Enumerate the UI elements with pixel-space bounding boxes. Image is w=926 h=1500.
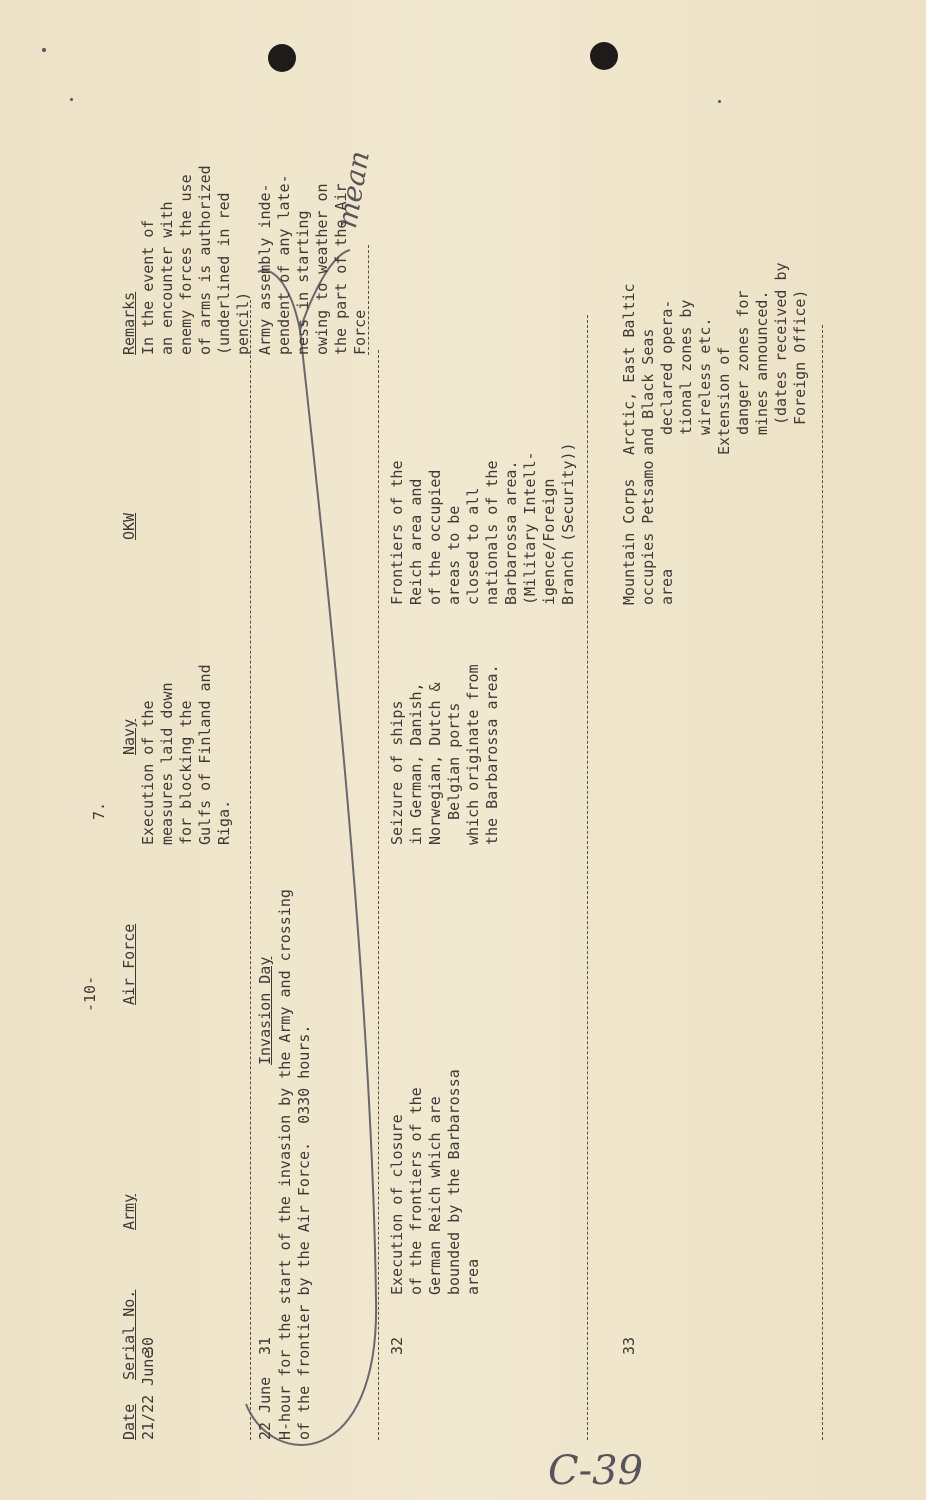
header-air-force: Air Force: [120, 923, 138, 1005]
entry-serial: 32: [388, 1336, 406, 1355]
remarks-divider: [368, 245, 369, 355]
remarks-line: ness in starting: [294, 210, 312, 355]
row-divider: [587, 315, 588, 1440]
remarks-line: (underlined in red: [215, 192, 233, 355]
remarks-line: enemy forces the use: [177, 174, 195, 355]
header-okw: OKW: [120, 512, 138, 540]
okw-line: closed to all: [464, 487, 482, 605]
okw-line: igence/Foreign: [540, 478, 558, 605]
remarks-line: Force: [351, 309, 369, 355]
row-divider: [250, 300, 251, 1440]
invasion-line: of the frontier by the Air Force. 0330 hours.: [295, 1024, 313, 1440]
remarks-line: Army assembly inde-: [256, 183, 274, 355]
okw-line: areas to be: [445, 505, 463, 605]
remarks-line: and Black Seas: [639, 328, 657, 455]
navy-line: in German, Danish,: [407, 682, 425, 845]
navy-line: for blocking the: [177, 700, 195, 845]
navy-line: Norwegian, Dutch &: [426, 682, 444, 845]
remarks-line: mines announced.: [753, 290, 771, 435]
okw-line: Branch (Security)): [559, 442, 577, 605]
navy-line: which originate from: [464, 664, 482, 845]
remarks-line: (dates received by: [772, 262, 790, 425]
okw-line: nationals of the: [483, 460, 501, 605]
entry-serial: 33: [620, 1336, 638, 1355]
navy-line: Riga.: [215, 799, 233, 845]
remarks-line: In the event of: [139, 219, 157, 355]
header-serial: Serial No.: [120, 1289, 138, 1380]
header-date: Date: [120, 1403, 138, 1440]
remarks-line: tional zones by: [677, 299, 695, 435]
remarks-line: the part of the Air: [332, 183, 350, 355]
invasion-line: H-hour for the start of the invasion by the Army and crossing: [276, 889, 294, 1440]
navy-line: Gulfs of Finland and: [196, 664, 214, 845]
top-mark: 7.: [90, 801, 108, 820]
okw-line: occupies Petsamo: [639, 460, 657, 605]
okw-line: (Military Intell-: [521, 451, 539, 605]
remarks-line: of arms is authorized: [196, 165, 214, 355]
header-remarks: Remarks: [120, 291, 138, 355]
remarks-line: danger zones for: [734, 290, 752, 435]
navy-line: Execution of the: [139, 700, 157, 845]
remarks-line: pendent of any late-: [275, 174, 293, 355]
navy-line: Belgian ports: [445, 702, 463, 820]
remarks-line: declared opera-: [658, 299, 676, 435]
okw-line: Frontiers of the: [388, 460, 406, 605]
remarks-line: an encounter with: [158, 201, 176, 355]
navy-line: Seizure of ships: [388, 700, 406, 845]
entry-date: 21/22 June: [139, 1349, 157, 1440]
okw-line: of the occupied: [426, 469, 444, 605]
remarks-line: Arctic, East Baltic: [620, 283, 638, 455]
row-divider: [378, 350, 379, 1440]
handwritten-margin-note: mean: [330, 148, 377, 231]
army-line: of the frontiers of the: [407, 1087, 425, 1295]
entry-serial: 31: [256, 1336, 274, 1355]
rotated-table: [81, 80, 860, 1440]
okw-line: Reich area and: [407, 478, 425, 605]
okw-line: Mountain Corps: [620, 478, 638, 605]
okw-line: area: [658, 568, 676, 605]
army-line: German Reich which are: [426, 1096, 444, 1295]
page-number: -10-: [81, 975, 99, 1012]
remarks-line: pencil): [234, 291, 252, 355]
army-line: Execution of closure: [388, 1114, 406, 1295]
handwritten-doc-id: C-39: [548, 1448, 644, 1494]
remarks-line: wireless etc.: [696, 317, 714, 435]
army-line: area: [464, 1258, 482, 1295]
header-navy: Navy: [120, 718, 138, 755]
navy-line: measures laid down: [158, 682, 176, 845]
okw-line: Barbarossa area.: [502, 460, 520, 605]
invasion-day-heading: Invasion Day: [256, 956, 274, 1065]
army-line: bounded by the Barbarossa: [445, 1069, 463, 1295]
remarks-line: Extension of: [715, 346, 733, 455]
header-army: Army: [120, 1193, 138, 1230]
entry-serial: 30: [139, 1336, 157, 1355]
remarks-line: Foreign Office): [791, 289, 809, 425]
row-divider: [822, 325, 823, 1440]
navy-line: the Barbarossa area.: [483, 664, 501, 845]
entry-date: 22 June: [256, 1376, 274, 1440]
remarks-line: owing to weather on: [313, 183, 331, 355]
